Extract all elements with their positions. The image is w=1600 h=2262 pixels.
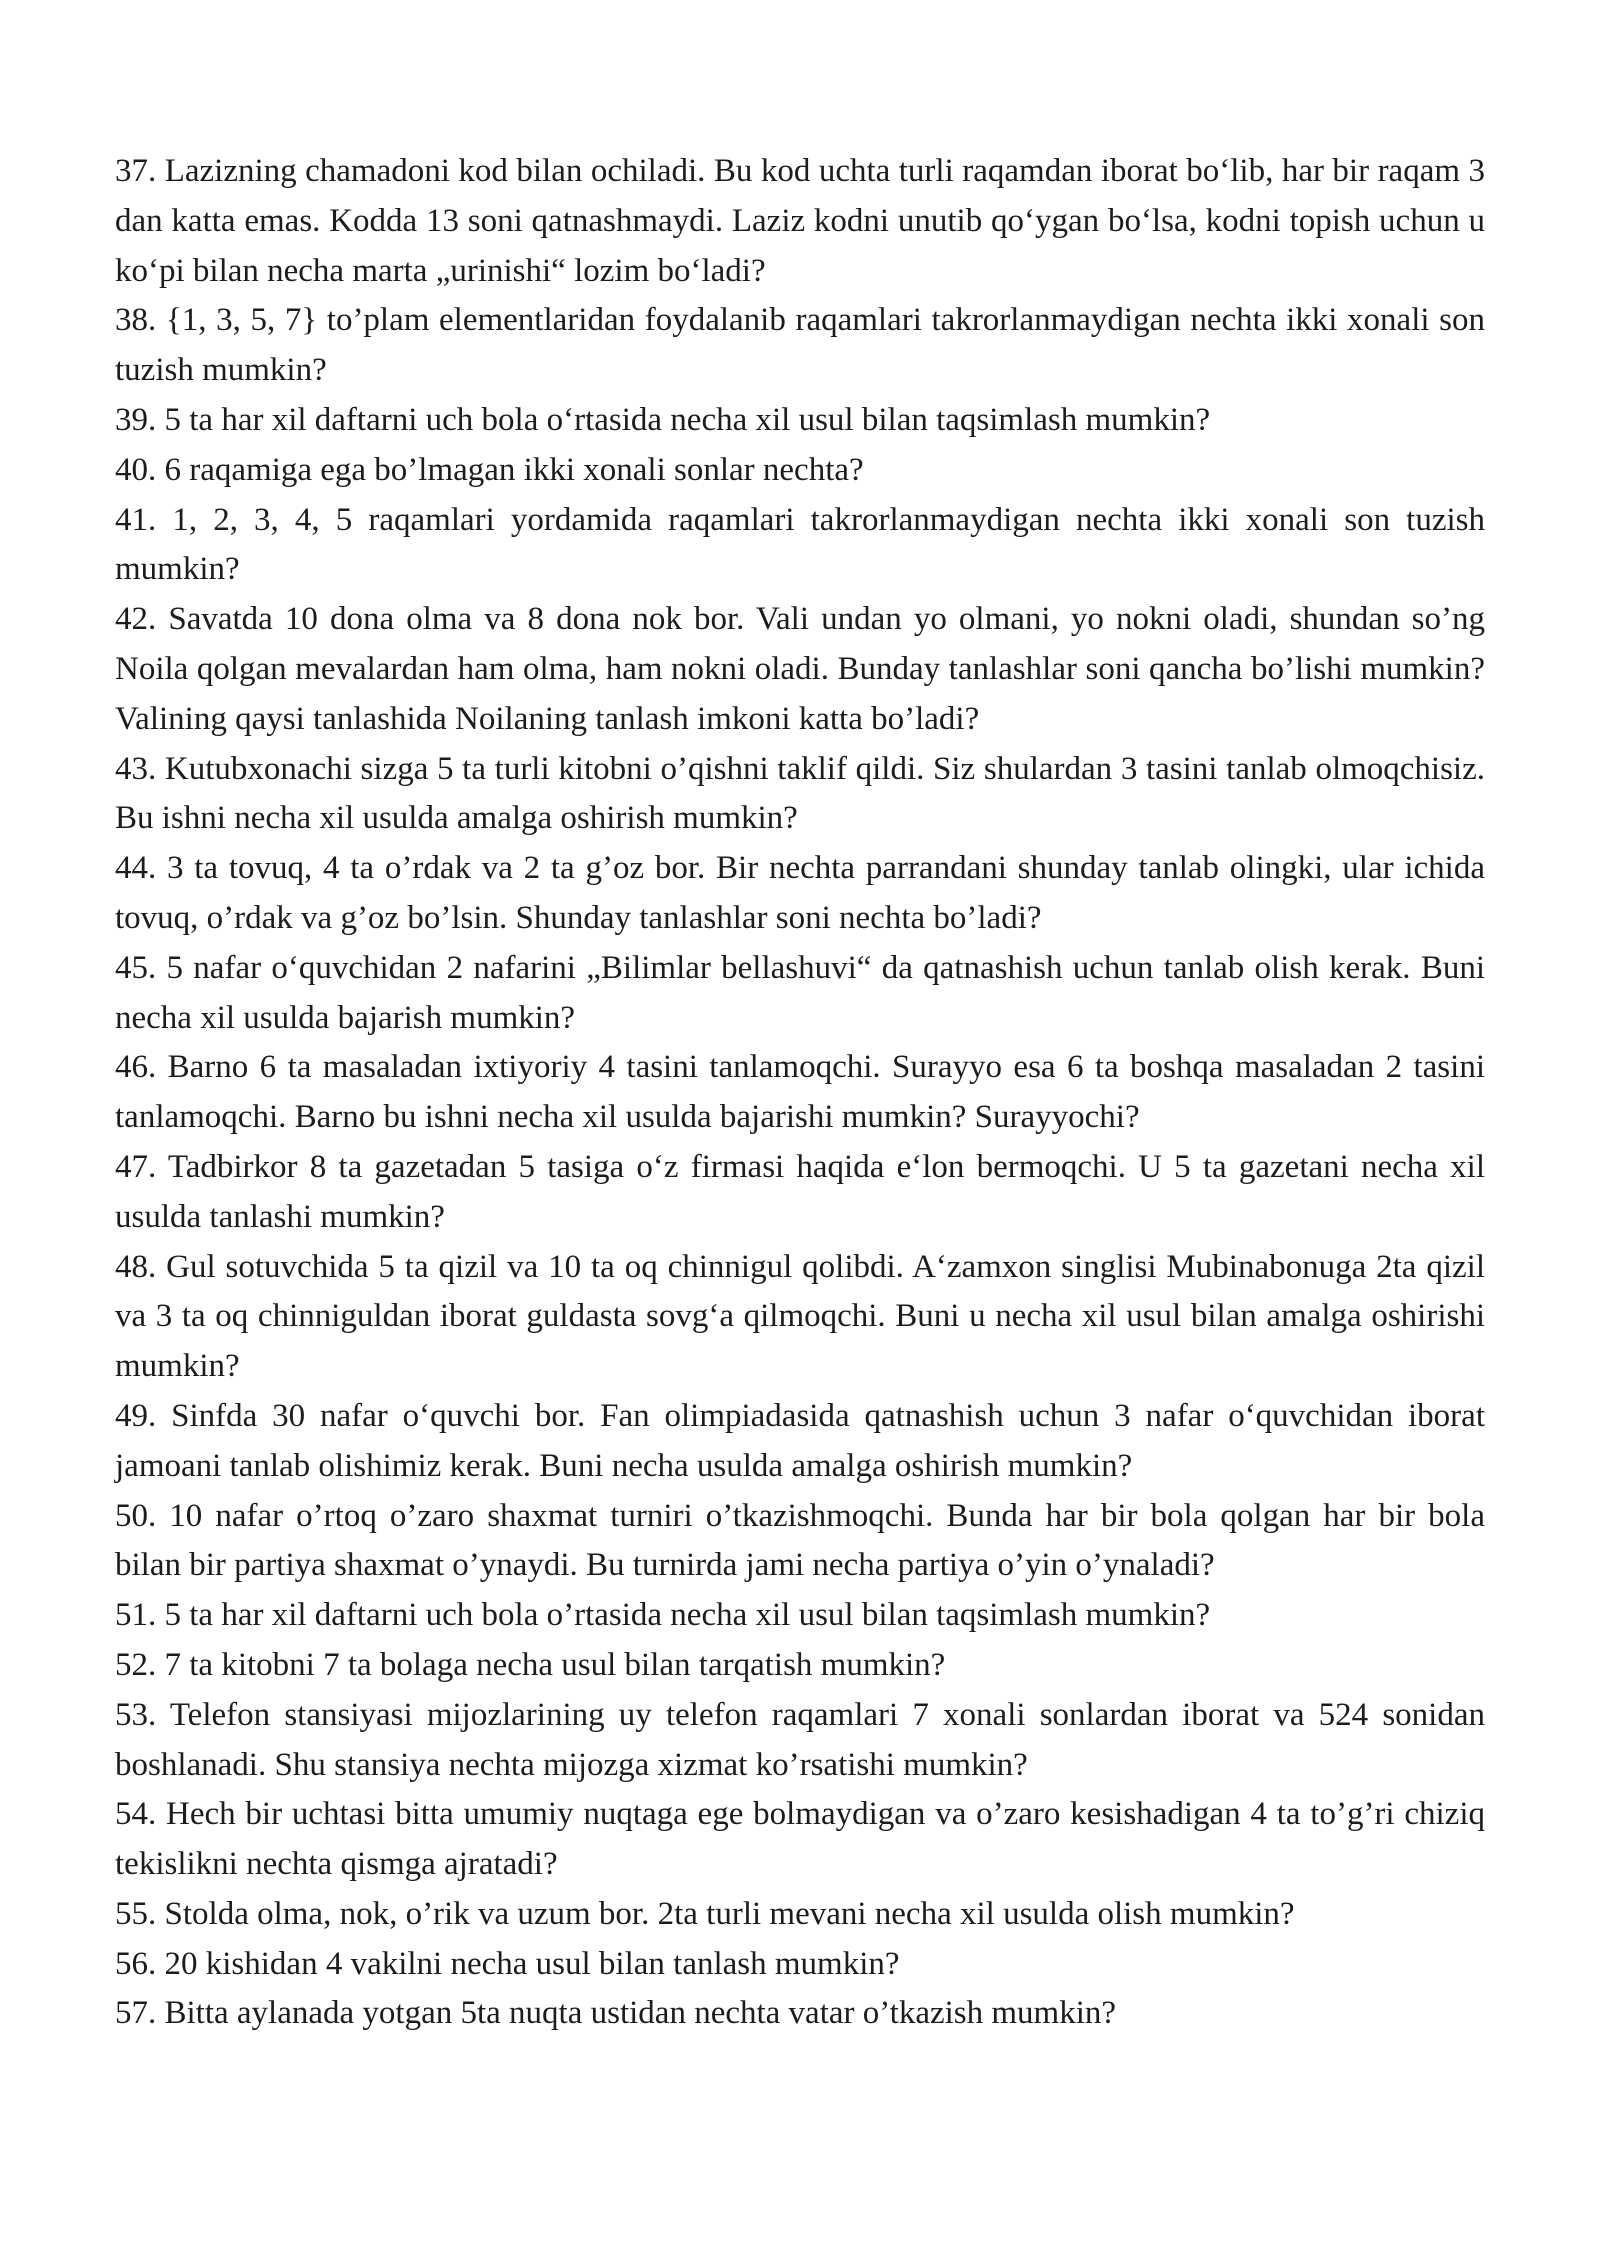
problem-39: 39. 5 ta har xil daftarni uch bola o‘rtasida necha xil usul bilan taqsimlash mumkin? (115, 401, 1211, 438)
problem-52: 52. 7 ta kitobni 7 ta bolaga necha usul bilan tarqatish mumkin? (115, 1646, 946, 1683)
problem-56: 56. 20 kishidan 4 vakilni necha usul bilan tanlash mumkin? (115, 1945, 900, 1982)
problem-42: 42. Savatda 10 dona olma va 8 dona nok bor. Vali undan yo olmani, yo nokni oladi, shundan so’ng Noila qolgan mevalardan ham olma, ham nokni oladi. Bunday tanlashlar soni qancha bo’lishi mumkin? Valining qaysi tanlashida Noilaning tanlash imkoni katta bo’ladi? (115, 601, 1485, 737)
problem-48: 48. Gul sotuvchida 5 ta qizil va 10 ta oq chinnigul qolibdi. A‘zamxon singlisi Mubinabonuga 2ta qizil va 3 ta oq chinniguldan iborat guldasta sovg‘a qilmoqchi. Buni u necha xil usul bilan amalga oshirishi mumkin? (115, 1248, 1485, 1385)
problem-53: 53. Telefon stansiyasi mijozlarining uy telefon raqamlari 7 xonali sonlardan iborat va 524 sonidan boshlanadi. Shu stansiya nechta mijozga xizmat ko’rsatishi mumkin? (115, 1696, 1485, 1783)
problem-40: 40. 6 raqamiga ega bo’lmagan ikki xonali sonlar nechta? (115, 451, 864, 488)
problem-41: 41. 1, 2, 3, 4, 5 raqamlari yordamida raqamlari takrorlanmaydigan nechta ikki xonali son tuzish mumkin? (115, 501, 1485, 588)
problem-37: 37. Lazizning chamadoni kod bilan ochiladi. Bu kod uchta turli raqamdan iborat bo‘lib, har bir raqam 3 dan katta emas. Kodda 13 soni qatnashmaydi. Laziz kodni unutib qo‘ygan bo‘lsa, kodni topish uchun u ko‘pi bilan necha marta „urinishi“ lozim bo‘ladi? (115, 153, 1485, 289)
problem-45: 45. 5 nafar o‘quvchidan 2 nafarini „Bilimlar bellashuvi“ da qatnashish uchun tanlab olish kerak. Buni necha xil usulda bajarish mumkin? (115, 949, 1485, 1036)
problem-55: 55. Stolda olma, nok, o’rik va uzum bor. 2ta turli mevani necha xil usulda olish mumkin? (115, 1895, 1295, 1932)
problem-47: 47. Tadbirkor 8 ta gazetadan 5 tasiga o‘z firmasi haqida e‘lon bermoqchi. U 5 ta gazetani necha xil usulda tanlashi mumkin? (115, 1148, 1485, 1235)
problem-50: 50. 10 nafar o’rtoq o’zaro shaxmat turniri o’tkazishmoqchi. Bunda har bir bola qolgan har bir bola bilan bir partiya shaxmat o’ynaydi. Bu turnirda jami necha partiya o’yin o’ynaladi? (115, 1497, 1485, 1584)
problem-43: 43. Kutubxonachi sizga 5 ta turli kitobni o’qishni taklif qildi. Siz shulardan 3 tasini tanlab olmoqchisiz. Bu ishni necha xil usulda amalga oshirish mumkin? (115, 750, 1485, 837)
problem-44: 44. 3 ta tovuq, 4 ta o’rdak va 2 ta g’oz bor. Bir nechta parrandani shunday tanlab olingki, ular ichida tovuq, o’rdak va g’oz bo’lsin. Shunday tanlashlar soni nechta bo’ladi? (115, 850, 1485, 936)
document-page (115, 147, 1485, 2039)
problem-49: 49. Sinfda 30 nafar o‘quvchi bor. Fan olimpiadasida qatnashish uchun 3 nafar o‘quvchidan iborat jamoani tanlab olishimiz kerak. Buni necha usulda amalga oshirish mumkin? (115, 1397, 1485, 1484)
problem-51: 51. 5 ta har xil daftarni uch bola o’rtasida necha xil usul bilan taqsimlash mumkin? (115, 1597, 1211, 1634)
problem-46: 46. Barno 6 ta masaladan ixtiyoriy 4 tasini tanlamoqchi. Surayyo esa 6 ta boshqa masaladan 2 tasini tanlamoqchi. Barno bu ishni necha xil usulda bajarishi mumkin? Surayyochi? (115, 1049, 1485, 1136)
problem-54: 54. Hech bir uchtasi bitta umumiy nuqtaga ege bolmaydigan va o’zaro kesishadigan 4 ta to’g’ri chiziq tekislikni nechta qismga ajratadi? (115, 1796, 1485, 1883)
problem-57: 57. Bitta aylanada yotgan 5ta nuqta ustidan nechta vatar o’tkazish mumkin? (115, 1995, 1117, 2032)
problem-38: 38. {1, 3, 5, 7} to’plam elementlaridan foydalanib raqamlari takrorlanmaydigan nechta ikki xonali son tuzish mumkin? (115, 302, 1485, 389)
